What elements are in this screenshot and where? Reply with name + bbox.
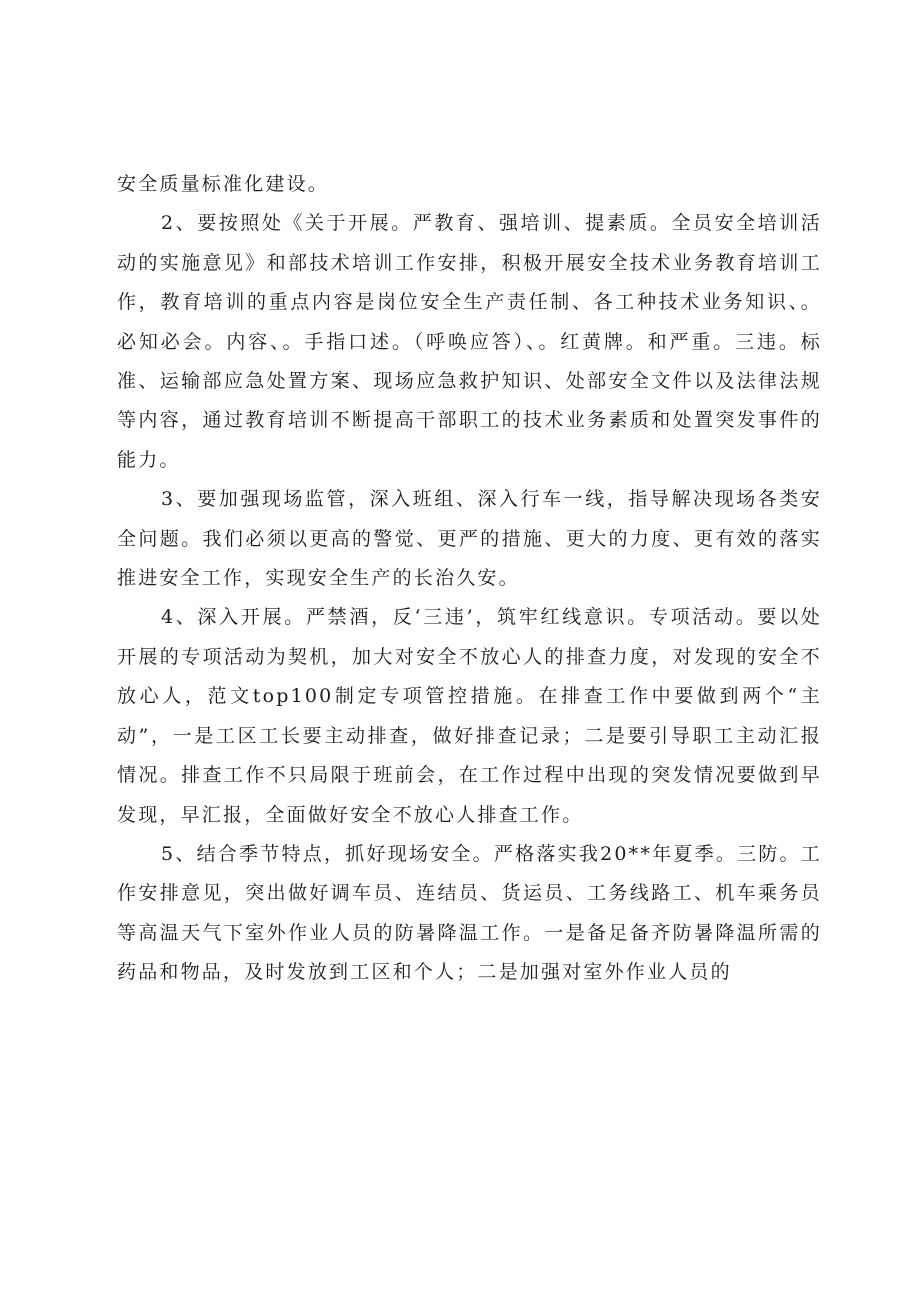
paragraph-item-4: 4、深入开展。严禁酒，反‘三违’，筑牢红线意识。专项活动。要以处开展的专项活动为契机，加大对安全不放心人的排查力度，对发现的安全不放心人，范文top100制定专项管控措施。在排查工作中要做到两个“主动”，一是工区工长要主动排查，做好排查记录；二是要引导职工主动汇报情况。排查工作不只局限于班前会，在工作过程中出现的突发情况要做到早发现，早汇报，全面做好安全不放心人排查工作。: [117, 606, 822, 826]
paragraph-item-5: 5、结合季节特点，抓好现场安全。严格落实我20**年夏季。三防。工作安排意见，突出做好调车员、连结员、货运员、工务线路工、机车乘务员等高温天气下室外作业人员的防暑降温工作。一是备足备齐防暑降温所需的药品和物品，及时发放到工区和个人；二是加强对室外作业人员的: [117, 842, 822, 984]
paragraph-item-3: 3、要加强现场监管，深入班组、深入行车一线，指导解决现场各类安全问题。我们必须以更高的警觉、更严的措施、更大的力度、更有效的落实推进安全工作，实现安全生产的长治久安。: [117, 488, 822, 590]
paragraph-item-2: 2、要按照处《关于开展。严教育、强培训、提素质。全员安全培训活动的实施意见》和部技术培训工作安排，积极开展安全技术业务教育培训工作，教育培训的重点内容是岗位安全生产责任制、各工种技术业务知识、。必知必会。内容、。手指口述。（呼唤应答）、。红黄牌。和严重。三违。标准、运输部应急处置方案、现场应急救护知识、处部安全文件以及法律法规等内容，通过教育培训不断提高干部职工的技术业务素质和处置突发事件的能力。: [117, 212, 822, 471]
paragraph-continuation: 安全质量标准化建设。: [117, 173, 330, 195]
document-body: [117, 165, 822, 993]
